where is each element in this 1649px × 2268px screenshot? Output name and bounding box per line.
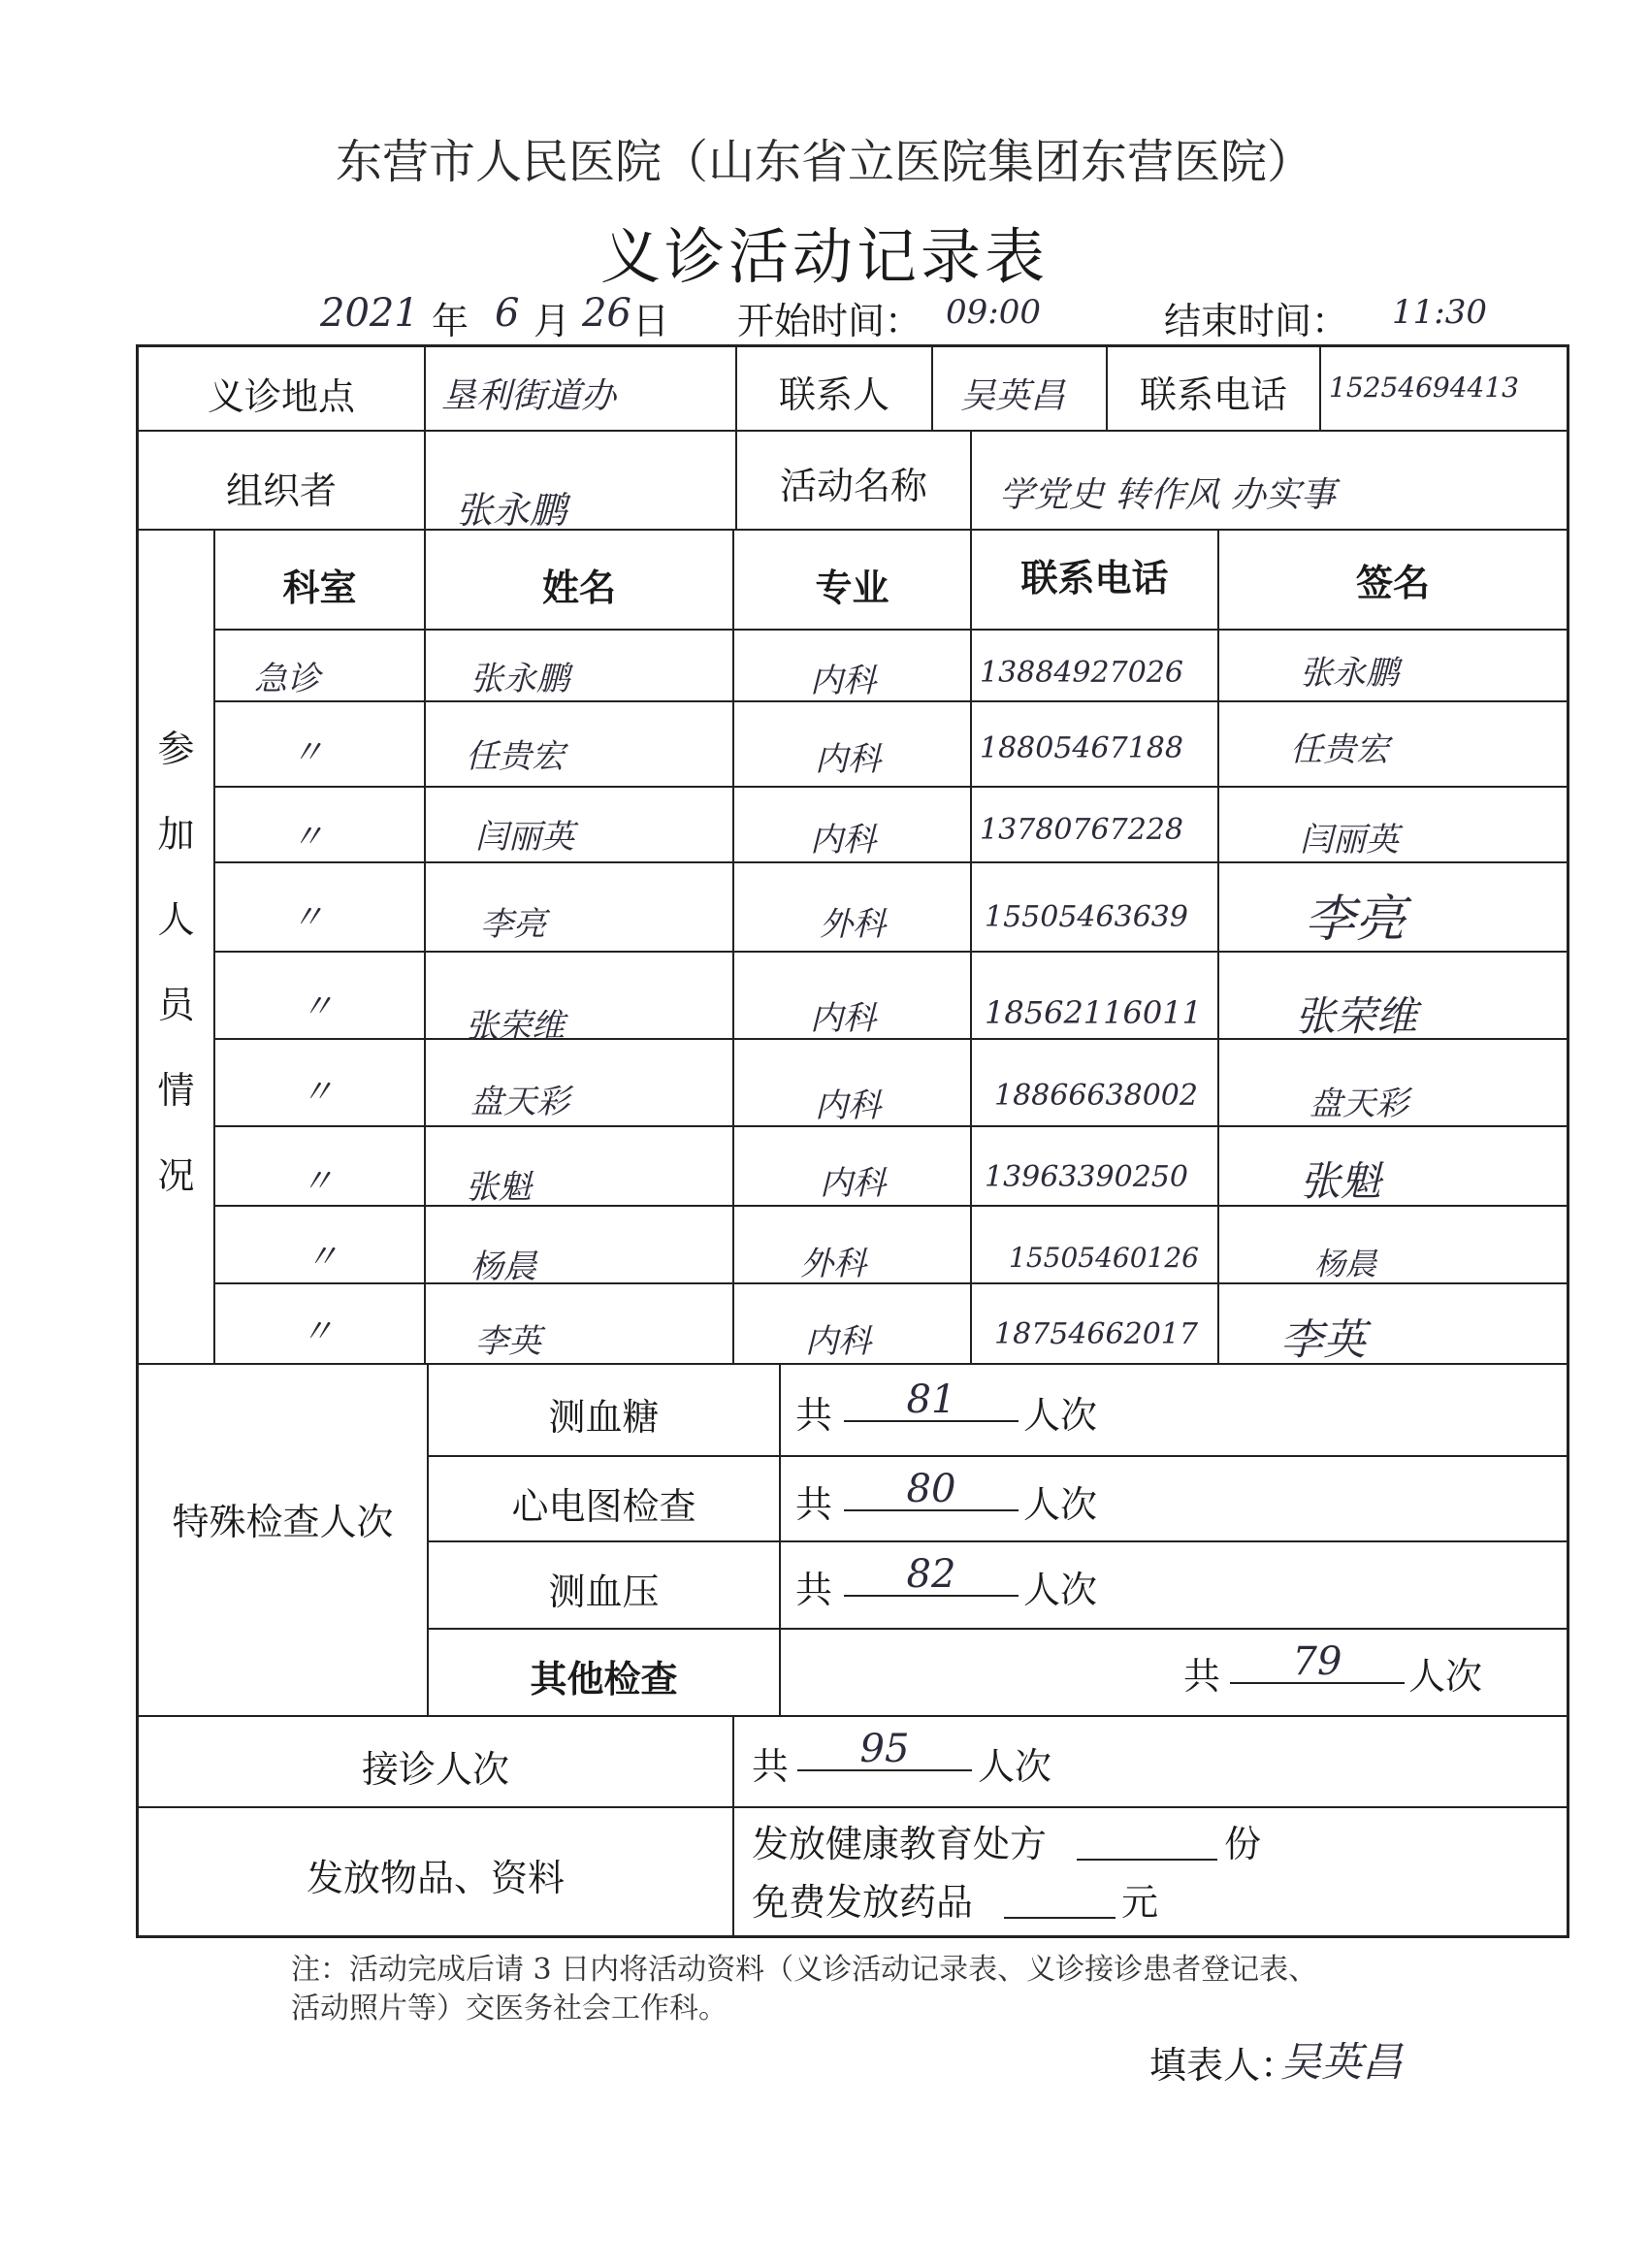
row-major: 内科: [820, 1164, 886, 1203]
side-char: 参: [157, 728, 195, 770]
row-sign: 张永鹏: [1300, 654, 1399, 693]
row-phone: 18754662017: [994, 1317, 1198, 1351]
row-name: 张永鹏: [470, 660, 569, 698]
header-dept: 科室: [282, 567, 357, 609]
row-sign: 杨晨: [1314, 1246, 1377, 1282]
row-phone: 13963390250: [985, 1160, 1188, 1194]
special-item-prefix: 共: [795, 1569, 833, 1611]
row-name: 闫丽英: [475, 818, 574, 857]
row-name: 张魁: [466, 1168, 532, 1207]
row-dept: 〃: [291, 898, 324, 937]
special-item-name: 其他检查: [530, 1658, 678, 1701]
row-dept: 〃: [291, 818, 324, 857]
row-major: 内科: [815, 740, 881, 779]
row-sign: 张荣维: [1295, 992, 1418, 1040]
row-dept: 急诊: [254, 660, 320, 698]
visits-label: 接诊人次: [361, 1748, 509, 1791]
row-sign: 李亮: [1305, 891, 1406, 949]
activity-name-value: 学党史 转作风 办实事: [999, 475, 1336, 515]
day-label: 日: [632, 300, 670, 342]
row-name: 杨晨: [470, 1247, 536, 1286]
start-time-label: 开始时间：: [737, 300, 922, 342]
header-name: 姓名: [541, 567, 616, 609]
activity-name-label: 活动名称: [779, 465, 927, 507]
side-char: 情: [157, 1069, 195, 1112]
side-char: 加: [157, 813, 195, 856]
organizer-label: 组织者: [225, 470, 337, 512]
location-value: 垦利街道办: [441, 376, 617, 416]
contact-value: 吴英昌: [960, 376, 1066, 416]
side-char: 况: [157, 1154, 195, 1197]
form-title: 义诊活动记录表: [599, 221, 1049, 292]
end-time-value: 11:30: [1392, 293, 1487, 332]
note-line-2: 活动照片等）交医务社会工作科。: [291, 1992, 728, 2025]
row-major: 外科: [800, 1245, 866, 1283]
row-sign: 张魁: [1300, 1157, 1382, 1205]
materials-line2-blank: [1004, 1874, 1116, 1919]
visits-unit: 人次: [978, 1745, 1052, 1788]
header-major: 专业: [815, 567, 889, 609]
materials-line2-unit: 元: [1121, 1881, 1159, 1924]
phone-value: 15254694413: [1329, 372, 1519, 404]
row-phone: 15505463639: [985, 900, 1188, 934]
special-item-name: 心电图检查: [511, 1485, 696, 1528]
special-item-unit: 人次: [1023, 1483, 1098, 1526]
year-label: 年: [432, 300, 469, 342]
row-major: 外科: [820, 905, 886, 944]
participants-side-label: [139, 706, 213, 1218]
organizer-value: 张永鹏: [456, 489, 567, 532]
materials-line1: 发放健康教育处方: [752, 1823, 1048, 1865]
end-time-label: 结束时间：: [1164, 300, 1349, 342]
special-item-unit: 人次: [1408, 1655, 1483, 1698]
month-label: 月: [534, 300, 571, 342]
row-major: 内科: [810, 999, 876, 1038]
row-sign: 李英: [1280, 1315, 1366, 1365]
filler-value: 吴英昌: [1280, 2038, 1404, 2086]
special-item-name: 测血糖: [548, 1396, 660, 1439]
day-value: 26: [582, 291, 631, 336]
month-value: 6: [495, 291, 520, 336]
row-phone: 18805467188: [980, 731, 1183, 765]
row-dept: 〃: [301, 1312, 334, 1351]
row-phone: 15505460126: [1009, 1242, 1199, 1274]
row-major: 内科: [805, 1322, 871, 1361]
special-check-label: 特殊检查人次: [172, 1501, 394, 1543]
materials-line1-blank: [1077, 1816, 1217, 1861]
side-char: 人: [157, 898, 195, 941]
row-major: 内科: [810, 821, 876, 859]
row-name: 李亮: [480, 905, 546, 944]
row-sign: 任贵宏: [1290, 730, 1389, 769]
date-line: [0, 291, 1649, 349]
materials-line1-unit: 份: [1224, 1823, 1262, 1865]
row-name: 盘天彩: [470, 1083, 569, 1121]
visits-prefix: 共: [752, 1745, 790, 1788]
special-item-value: 82: [844, 1552, 1018, 1597]
year-value: 2021: [320, 291, 419, 336]
special-item-prefix: 共: [795, 1394, 833, 1437]
row-dept: 〃: [306, 1238, 339, 1277]
filler-label: 填表人：: [1149, 2044, 1298, 2087]
visits-value: 95: [797, 1727, 972, 1771]
row-dept: 〃: [301, 988, 334, 1026]
row-name: 李英: [475, 1322, 541, 1361]
side-char: 员: [157, 984, 195, 1026]
row-sign: 闫丽英: [1300, 821, 1399, 859]
special-item-value: 80: [844, 1467, 1018, 1511]
row-major: 内科: [810, 662, 876, 700]
special-item-unit: 人次: [1023, 1569, 1098, 1611]
row-dept: 〃: [301, 1073, 334, 1112]
note-line-1: 注：活动完成后请 3 日内将活动资料（义诊活动记录表、义诊接诊患者登记表、: [291, 1953, 1318, 1987]
materials-label: 发放物品、资料: [306, 1857, 565, 1899]
special-item-unit: 人次: [1023, 1394, 1098, 1437]
special-item-name: 测血压: [548, 1571, 660, 1613]
start-time-value: 09:00: [946, 293, 1041, 332]
row-phone: 18866638002: [994, 1079, 1198, 1113]
phone-label: 联系电话: [1139, 373, 1287, 416]
special-item-prefix: 共: [1183, 1655, 1221, 1698]
special-item-value: 79: [1230, 1639, 1405, 1684]
row-dept: 〃: [301, 1162, 334, 1201]
row-major: 内科: [815, 1086, 881, 1125]
row-name: 任贵宏: [466, 737, 565, 776]
header-phone: 联系电话: [1020, 557, 1169, 599]
header-sign: 签名: [1355, 562, 1430, 604]
materials-line2: 免费发放药品: [752, 1881, 974, 1924]
row-phone: 13884927026: [980, 656, 1183, 690]
special-item-value: 81: [844, 1377, 1018, 1422]
row-phone: 18562116011: [985, 994, 1202, 1031]
contact-label: 联系人: [778, 373, 889, 416]
row-dept: 〃: [291, 733, 324, 772]
row-name: 张荣维: [466, 1007, 565, 1046]
special-item-prefix: 共: [795, 1483, 833, 1526]
hospital-title: 东营市人民医院（山东省立医院集团东营医院）: [335, 135, 1313, 189]
location-label: 义诊地点: [207, 375, 355, 418]
row-sign: 盘天彩: [1310, 1085, 1408, 1123]
row-phone: 13780767228: [980, 813, 1183, 847]
